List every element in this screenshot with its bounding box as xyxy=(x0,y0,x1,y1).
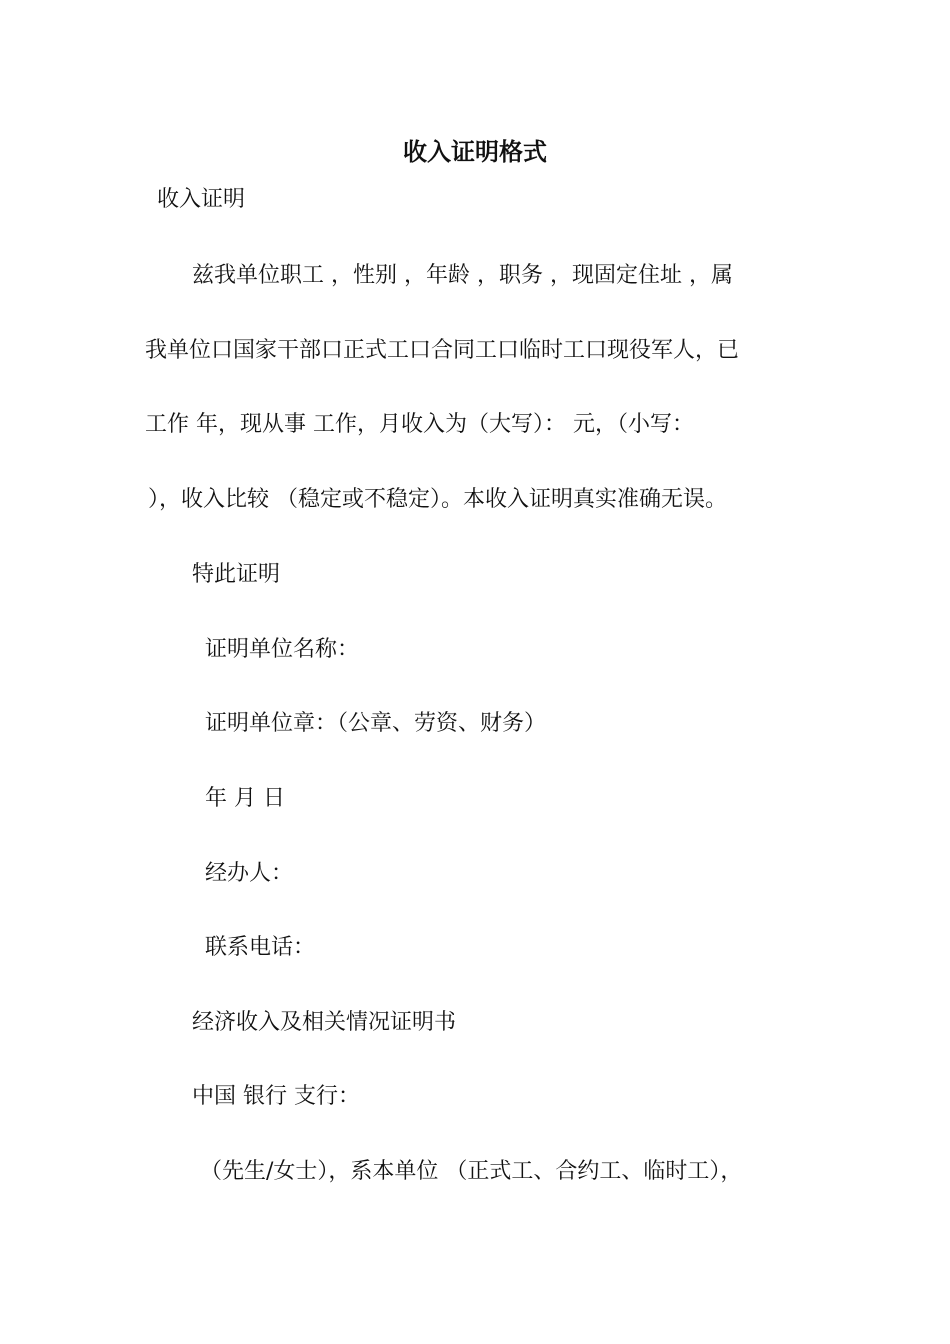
paragraph-line-3: 工作 年，现从事 工作，月收入为（大写）： 元，（小写： xyxy=(145,412,694,437)
document-title: 收入证明格式 xyxy=(403,137,547,166)
paragraph-line-1: 兹我单位职工 ，性别 ，年龄 ，职务 ，现固定住址 ，属 xyxy=(192,263,733,288)
date-label: 年 月 日 xyxy=(205,786,285,811)
handler-label: 经办人： xyxy=(205,861,294,886)
paragraph-line-2: 我单位口国家干部口正式工口合同工口临时工口现役军人，已 xyxy=(145,338,740,363)
second-section-title: 经济收入及相关情况证明书 xyxy=(192,1010,457,1035)
phone-label: 联系电话： xyxy=(205,935,316,960)
unit-name-label: 证明单位名称： xyxy=(205,637,360,662)
employee-line: （先生/女士），系本单位 （正式工、合约工、临时工）， xyxy=(200,1159,743,1184)
closing-text: 特此证明 xyxy=(192,562,281,587)
bank-line: 中国 银行 支行： xyxy=(192,1084,360,1109)
paragraph-line-4: ），收入比较 （稳定或不稳定）。本收入证明真实准确无误。 xyxy=(148,487,727,512)
unit-seal-label: 证明单位章：（公章、劳资、财务） xyxy=(205,711,547,736)
document-subtitle: 收入证明 xyxy=(157,187,246,212)
